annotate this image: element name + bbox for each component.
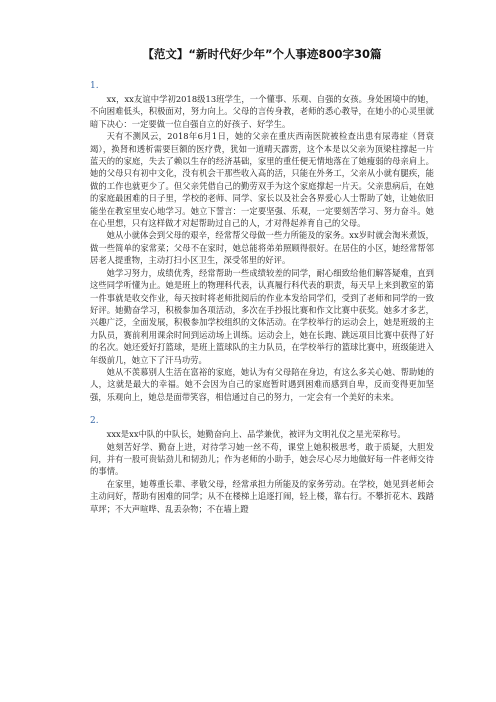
paragraph: 她从不羡慕别人生活在富裕的家庭，她认为有父母陪在身边，有这么多关心她、帮助她的人，这就是最大的幸福。她不会因为自己的家庭暂时遇到困难而感到自卑，反而变得更加坚强，乐观向上，她总是面带笑容，相信通过自己的努力，一定会有一个美好的未来。 [90, 366, 434, 402]
section-number: 2. [90, 416, 99, 427]
paragraph: 天有不测风云，2018年6月1日，她的父亲在重庆西南医院被检查出患有尿毒症（肾衰竭），换肾和透析需要巨额的医疗费，犹如一道晴天霹雳，这个本是以父亲为顶梁柱撑起一片蓝天的的家庭，失去了赖以生存的经济基础，家里的重任便无情地落在了她瘦弱的母亲肩上。她的父母只有初中文化，没有机会干那些收入高的活，只能在外务工，父亲从小就有腿疾，能做的工作也就更少了。但父亲凭借自己的勤劳双手为这个家庭撑起一片天。父亲患病后，在她的家庭最困难的日子里，学校的老师、同学、家长以及社会各界爱心人士帮助了她，让她依旧能坐在教室里安心地学习。她立下誓言：一定要坚强、乐观，一定要刻苦学习、努力奋斗。她在心里想，只有这样做才对起帮助过自己的人，才对得起养育自己的父母。 [90, 131, 434, 229]
paragraph: 她刻苦好学、勤奋上进，对待学习她一丝不苟，课堂上她积极思考，敢于质疑，大胆发问，并有一股可贵钻劲儿和韧劲儿；作为老师的小助手，她会尽心尽力地做好每一件老师交待的事情。 [90, 441, 434, 477]
paragraph: 她学习努力，成绩优秀，经常帮助一些成绩较差的同学，耐心细致给他们解答疑难，直到这些同学听懂为止。她是班上的物理科代表，认真履行科代表的职责，每天早上来到教室的第一件事就是收交作业，每天按时将老师批阅后的作业本发给同学们，受到了老师和同学的一致好评。她勤奋学习，积极参加各项活动，多次在手抄报比赛和作文比赛中获奖。她多才多艺，兴趣广泛，全面发展，积极参加学校组织的文体活动。在学校举行的运动会上，她是班级的主力队员，赛前利用课余时间到运动场上训练。运动会上，她在长跑、跳远项目比赛中获得了好的名次。她还爱好打篮球，是班上篮球队的主力队员，在学校举行的篮球比赛中，班级能进入年级前几，她立下了汗马功劳。 [90, 267, 434, 365]
section-2 [90, 414, 434, 515]
paragraph: xx，xx友谊中学初2018级13班学生，一个懂事、乐观、自强的女孩。身处困境中的她，不向困难低头，积极面对，努力向上。父母的言传身教，老师的悉心教导，在她小的心灵里就暗下决心：一定要做一位自强自立的好孩子、好学生。 [90, 94, 434, 129]
paragraph: xxx是xx中队的中队长，她勤奋向上、品学兼优，被评为文明礼仪之星光荣称号。 [106, 429, 406, 440]
paragraph: 在家里，她尊重长辈、孝敬父母，经常承担力所能及的家务劳动。在学校，她见到老师会主动问好，帮助有困难的同学；从不在楼梯上追逐打闹，轻上楼，靠右行。不攀折花木、践踏草坪；不大声喧哗、乱丢杂物；不在墙上蹬 [90, 478, 434, 514]
section-1 [90, 79, 434, 403]
section-number: 1. [90, 81, 99, 91]
document-title: 【范文】“新时代好少年”个人事迹800字30篇 [142, 47, 382, 61]
paragraph: 她从小就体会到父母的艰辛，经常帮父母做一些力所能及的家务。xx岁时就会淘米煮饭，做一些简单的家常菜；父母不在家时，她总能将弟弟照顾得很好。在居住的小区，她经常帮邻居老人提重物，主动打扫小区卫生，深受邻里的好评。 [90, 230, 434, 266]
